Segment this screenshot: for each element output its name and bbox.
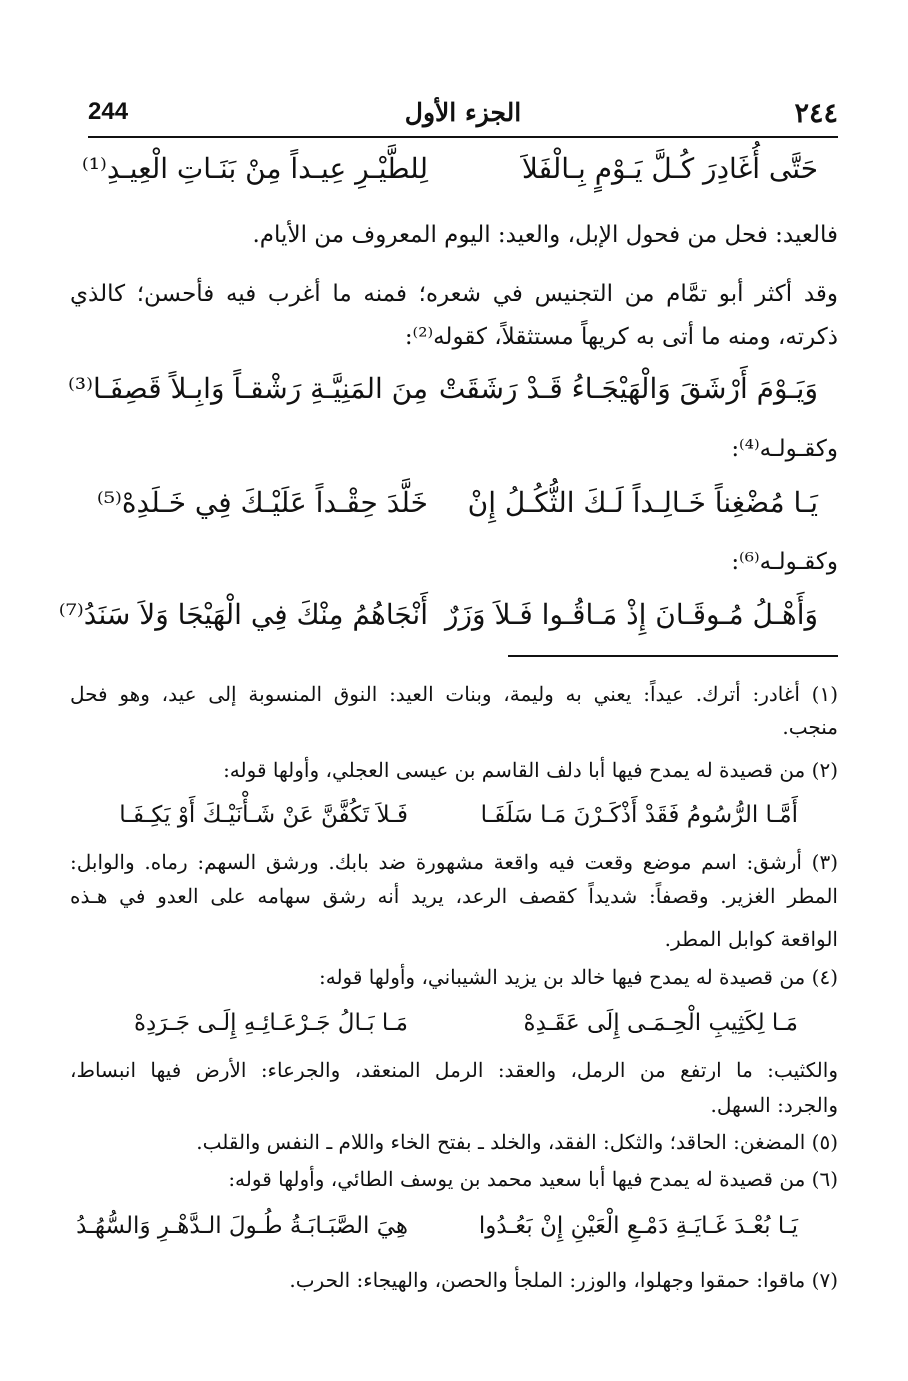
footnote-separator: [508, 655, 838, 657]
verse-hemistich-2: هِيَ الصَّبَـابَـةُ طُـولَ الـدَّهْـرِ وَالسُّهُـدُ: [76, 1213, 408, 1239]
verse-hemistich-2: مَـا بَـالُ جَـرْعَـائِـهِ إِلَـى جَـرَدِهْ: [133, 1010, 408, 1036]
verse-3: [90, 486, 818, 536]
verse-hemistich-1: مَـا لِكَثِيبِ الْحِـمَـى إِلَى عَقَـدِهْ: [523, 1010, 798, 1036]
verse-hemistich-2: فَـلاَ تَكُفَّنَّ عَنْ شَـأْنَيْـكَ أَوْ يَكِـفَـا: [119, 802, 408, 828]
verse-hemistich-1: وَيَـوْمَ أَرْشَقَ وَالْهَيْجَـاءُ قَـدْ رَشَقَتْ: [438, 372, 818, 405]
footnote-4-line-3: والجرد: السهل.: [710, 1093, 838, 1117]
paragraph-2-line-1: وقد أكثر أبو تمَّام من التجنيس في شعره؛ فمنه ما أغرب فيه فأحسن؛ كالذي: [70, 281, 838, 307]
footnote-1-line-1: (١) أغادر: أترك. عيداً: يعني به وليمة، وبنات العيد: النوق المنسوبة إلى عيد، وهو فحل: [70, 682, 838, 706]
verse-hemistich-2: لِلطَّيْـرِ عِيـداً مِنْ بَنَـاتِ الْعِيـدِ⁽¹⁾: [81, 152, 428, 185]
verse-hemistich-1: أَمَّـا الرُّسُومُ فَقَدْ أَذْكَـرْنَ مَـا سَلَفَـا: [480, 802, 798, 828]
footnote-6: (٦) من قصيدة له يمدح فيها أبا سعيد محمد بن يوسف الطائي، وأولها قوله:: [228, 1167, 838, 1191]
quote-intro-1: وكقـولـه⁽⁴⁾:: [731, 436, 838, 462]
verse-hemistich-1: يَـا مُضْغِناً خَـالِـداً لَـكَ الثُّكُـلُ إِنْ: [467, 486, 818, 519]
footnote-2-verse: [110, 802, 798, 842]
verse-hemistich-2: أَنْجَاهُمُ مِنْكَ فِي الْهَيْجَا وَلاَ سَنَدُ⁽⁷⁾: [58, 598, 428, 631]
quote-intro-2: وكقـولـه⁽⁶⁾:: [731, 549, 838, 575]
footnote-4-verse: [110, 1010, 798, 1050]
verse-hemistich-1: حَتَّى أُغَادِرَ كُـلَّ يَـوْمٍ بِـالْفَلاَ: [521, 152, 818, 185]
verse-2: [68, 372, 818, 422]
footnote-5: (٥) المضغن: الحاقد؛ والثكل: الفقد، والخلد ـ بفتح الخاء واللام ـ النفس والقلب.: [196, 1130, 838, 1154]
footnote-1-line-2: منجب.: [782, 715, 838, 739]
footnote-3-line-2: المطر الغزير. وقصفاً: شديداً كقصف الرعد، يريد أنه رشق سهامه على العدو في هـذه: [70, 884, 838, 908]
footnote-4: (٤) من قصيدة له يمدح فيها خالد بن يزيد الشيباني، وأولها قوله:: [319, 965, 838, 989]
footnote-3-line-3: الواقعة كوابل المطر.: [664, 927, 838, 951]
volume-title: الجزء الأول: [404, 98, 522, 127]
verse-1: [81, 152, 818, 202]
verse-hemistich-1: وَأَهْـلُ مُـوقَـانَ إِذْ مَـاقُـوا فَـلاَ وَزَرٌ: [445, 598, 818, 631]
footnote-4-line-2: والكثيب: ما ارتفع من الرمل، والعقد: الرمل المنعقد، والجرعاء: الأرض فيها انبساط،: [70, 1058, 838, 1082]
paragraph-1: فالعيد: فحل من فحول الإبل، والعيد: اليوم المعروف من الأيام.: [252, 222, 838, 248]
footnote-7: (٧) ماقوا: حمقوا وجهلوا، والوزر: الملجأ والحصن، والهيجاء: الحرب.: [289, 1268, 838, 1292]
page-number-arabic: ٢٤٤: [794, 98, 838, 129]
paragraph-2-line-2: ذكرته، ومنه ما أتى به كريهاً مستثقلاً، كقوله⁽²⁾:: [404, 324, 838, 350]
verse-4: [58, 598, 818, 648]
verse-hemistich-2: خَلَّدَ حِقْـداً عَلَيْـكَ فِي خَـلَدِهْ⁽⁵⁾: [96, 486, 428, 519]
footnote-6-verse: [76, 1213, 798, 1253]
page-header: [88, 96, 838, 138]
page-number-latin: 244: [88, 98, 129, 125]
verse-hemistich-2: مِنَ المَنِيَّـةِ رَشْقـاً وَابِـلاً قَصِفَـا⁽³⁾: [68, 372, 428, 405]
verse-hemistich-1: يَـا بُعْـدَ غَـايَـةِ دَمْـعِ الْعَيْنِ إِنْ بَعُـدُوا: [478, 1213, 798, 1239]
footnote-2: (٢) من قصيدة له يمدح فيها أبا دلف القاسم بن عيسى العجلي، وأولها قوله:: [223, 758, 838, 782]
footnote-3-line-1: (٣) أرشق: اسم موضع وقعت فيه واقعة مشهورة ضد بابك. ورشق السهم: رماه. والوابل:: [70, 850, 838, 874]
